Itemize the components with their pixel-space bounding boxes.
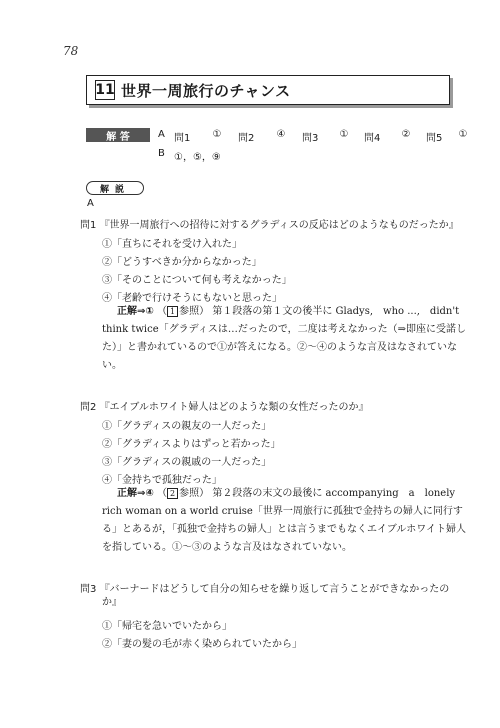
q2-option-1: ①「グラディスの親友の一人だった」 xyxy=(102,421,272,432)
q1-explanation-line-1 xyxy=(117,303,459,321)
chapter-title-box xyxy=(86,75,450,105)
q1-text-1: 第１段落の第１文の後半に Gladys, who ..., didn't xyxy=(212,306,460,317)
q1-ref-number: 1 xyxy=(167,306,178,317)
q1-ref-close: 参照） xyxy=(179,306,210,317)
q2-heading xyxy=(80,398,369,413)
q2-option-3: ③「グラディスの親戚の一人だった」 xyxy=(102,457,272,468)
answer-q1-label: 問1 xyxy=(174,133,191,144)
page-number: 78 xyxy=(63,44,79,58)
section-a-label: A xyxy=(87,198,94,209)
q2-ref-open: （ xyxy=(157,488,168,499)
q1-option-4: ④「老齢で行けそうにもないと思った」 xyxy=(102,293,282,304)
answer-b-values: ①，⑤，⑨ xyxy=(174,152,221,163)
answer-part-letter: A xyxy=(158,129,165,140)
q3-option-1: ①「帰宅を急いでいたから」 xyxy=(102,621,232,632)
q2-explanation-line-1 xyxy=(117,485,455,503)
q2-explanation-line-2: rich woman on a world cruise「世界一周旅行に孤独で金持ちの婦人に同行す xyxy=(102,506,463,517)
answer-q2-label: 問2 xyxy=(238,133,255,144)
q1-explanation-line-4: い。 xyxy=(102,360,122,371)
q1-ref-open: （ xyxy=(157,306,168,317)
q1-option-2: ②「どうすべきか分からなかった」 xyxy=(102,257,262,268)
q2-text-1: 第２段落の末文の最後に accompanying a lonely xyxy=(212,488,456,499)
q1-correct: 正解⇒① xyxy=(117,306,154,317)
answer-label: 解 答 xyxy=(86,128,150,142)
chapter-title: 世界一周旅行のチャンス xyxy=(121,81,291,100)
answer-q5-value: ① xyxy=(458,129,468,140)
q2-explanation-line-4: を指している。①～③のような言及はなされていない。 xyxy=(102,542,352,553)
q2-number: 問2 xyxy=(80,402,97,413)
explanation-label: 解説 xyxy=(86,181,144,195)
q3-number: 問3 xyxy=(80,584,97,595)
q2-ref-close: 参照） xyxy=(179,488,210,499)
answer-q1-value: ① xyxy=(212,129,222,140)
q3-heading xyxy=(80,580,449,595)
answer-q5-label: 問5 xyxy=(426,133,443,144)
q2-option-4: ④「金持ちで孤独だった」 xyxy=(102,475,222,486)
answer-part-letter-b: B xyxy=(158,148,165,159)
answer-q4-value: ② xyxy=(401,129,411,140)
q1-option-3: ③「そのことについて何も考えなかった」 xyxy=(102,275,292,286)
q2-ref-number: 2 xyxy=(167,488,178,499)
q1-explanation-line-3: た）」と書かれているので①が答えになる。②～④のような言及はなされていな xyxy=(102,342,457,353)
answer-q2-value: ④ xyxy=(276,129,286,140)
answer-row-b xyxy=(158,148,221,163)
q2-question: 『エイブルホワイト婦人はどのような類の女性だったのか』 xyxy=(99,402,369,413)
q3-question-line-2: か』 xyxy=(102,597,122,608)
q1-number: 問1 xyxy=(80,220,97,231)
q2-explanation-line-3: る」とあるが，「孤独で金持ちの婦人」とは言うまでもなくエイブルホワイト婦人 xyxy=(102,524,466,535)
q3-option-2: ②「妻の髪の毛が赤く染められていたから」 xyxy=(102,639,302,650)
q2-correct: 正解⇒④ xyxy=(117,488,154,499)
answer-row-a xyxy=(158,129,478,144)
q3-question-line-1: 『バーナードはどうして自分の知らせを繰り返して言うことができなかったの xyxy=(99,584,450,595)
q2-option-2: ②「グラディスよりはずっと若かった」 xyxy=(102,439,281,450)
answer-q4-label: 問4 xyxy=(364,133,381,144)
q1-heading xyxy=(80,216,459,231)
q1-option-1: ①「直ちにそれを受け入れた」 xyxy=(102,239,242,250)
answer-q3-value: ① xyxy=(339,129,349,140)
answer-q3-label: 問3 xyxy=(302,133,319,144)
q1-explanation-line-2: think twice「グラディスは…だったので，二度は考えなかった（⇒即座に受諾し xyxy=(102,324,467,335)
chapter-number: 11 xyxy=(95,82,115,98)
q1-question: 『世界一周旅行への招待に対するグラディスの反応はどのようなものだったか』 xyxy=(99,220,459,231)
